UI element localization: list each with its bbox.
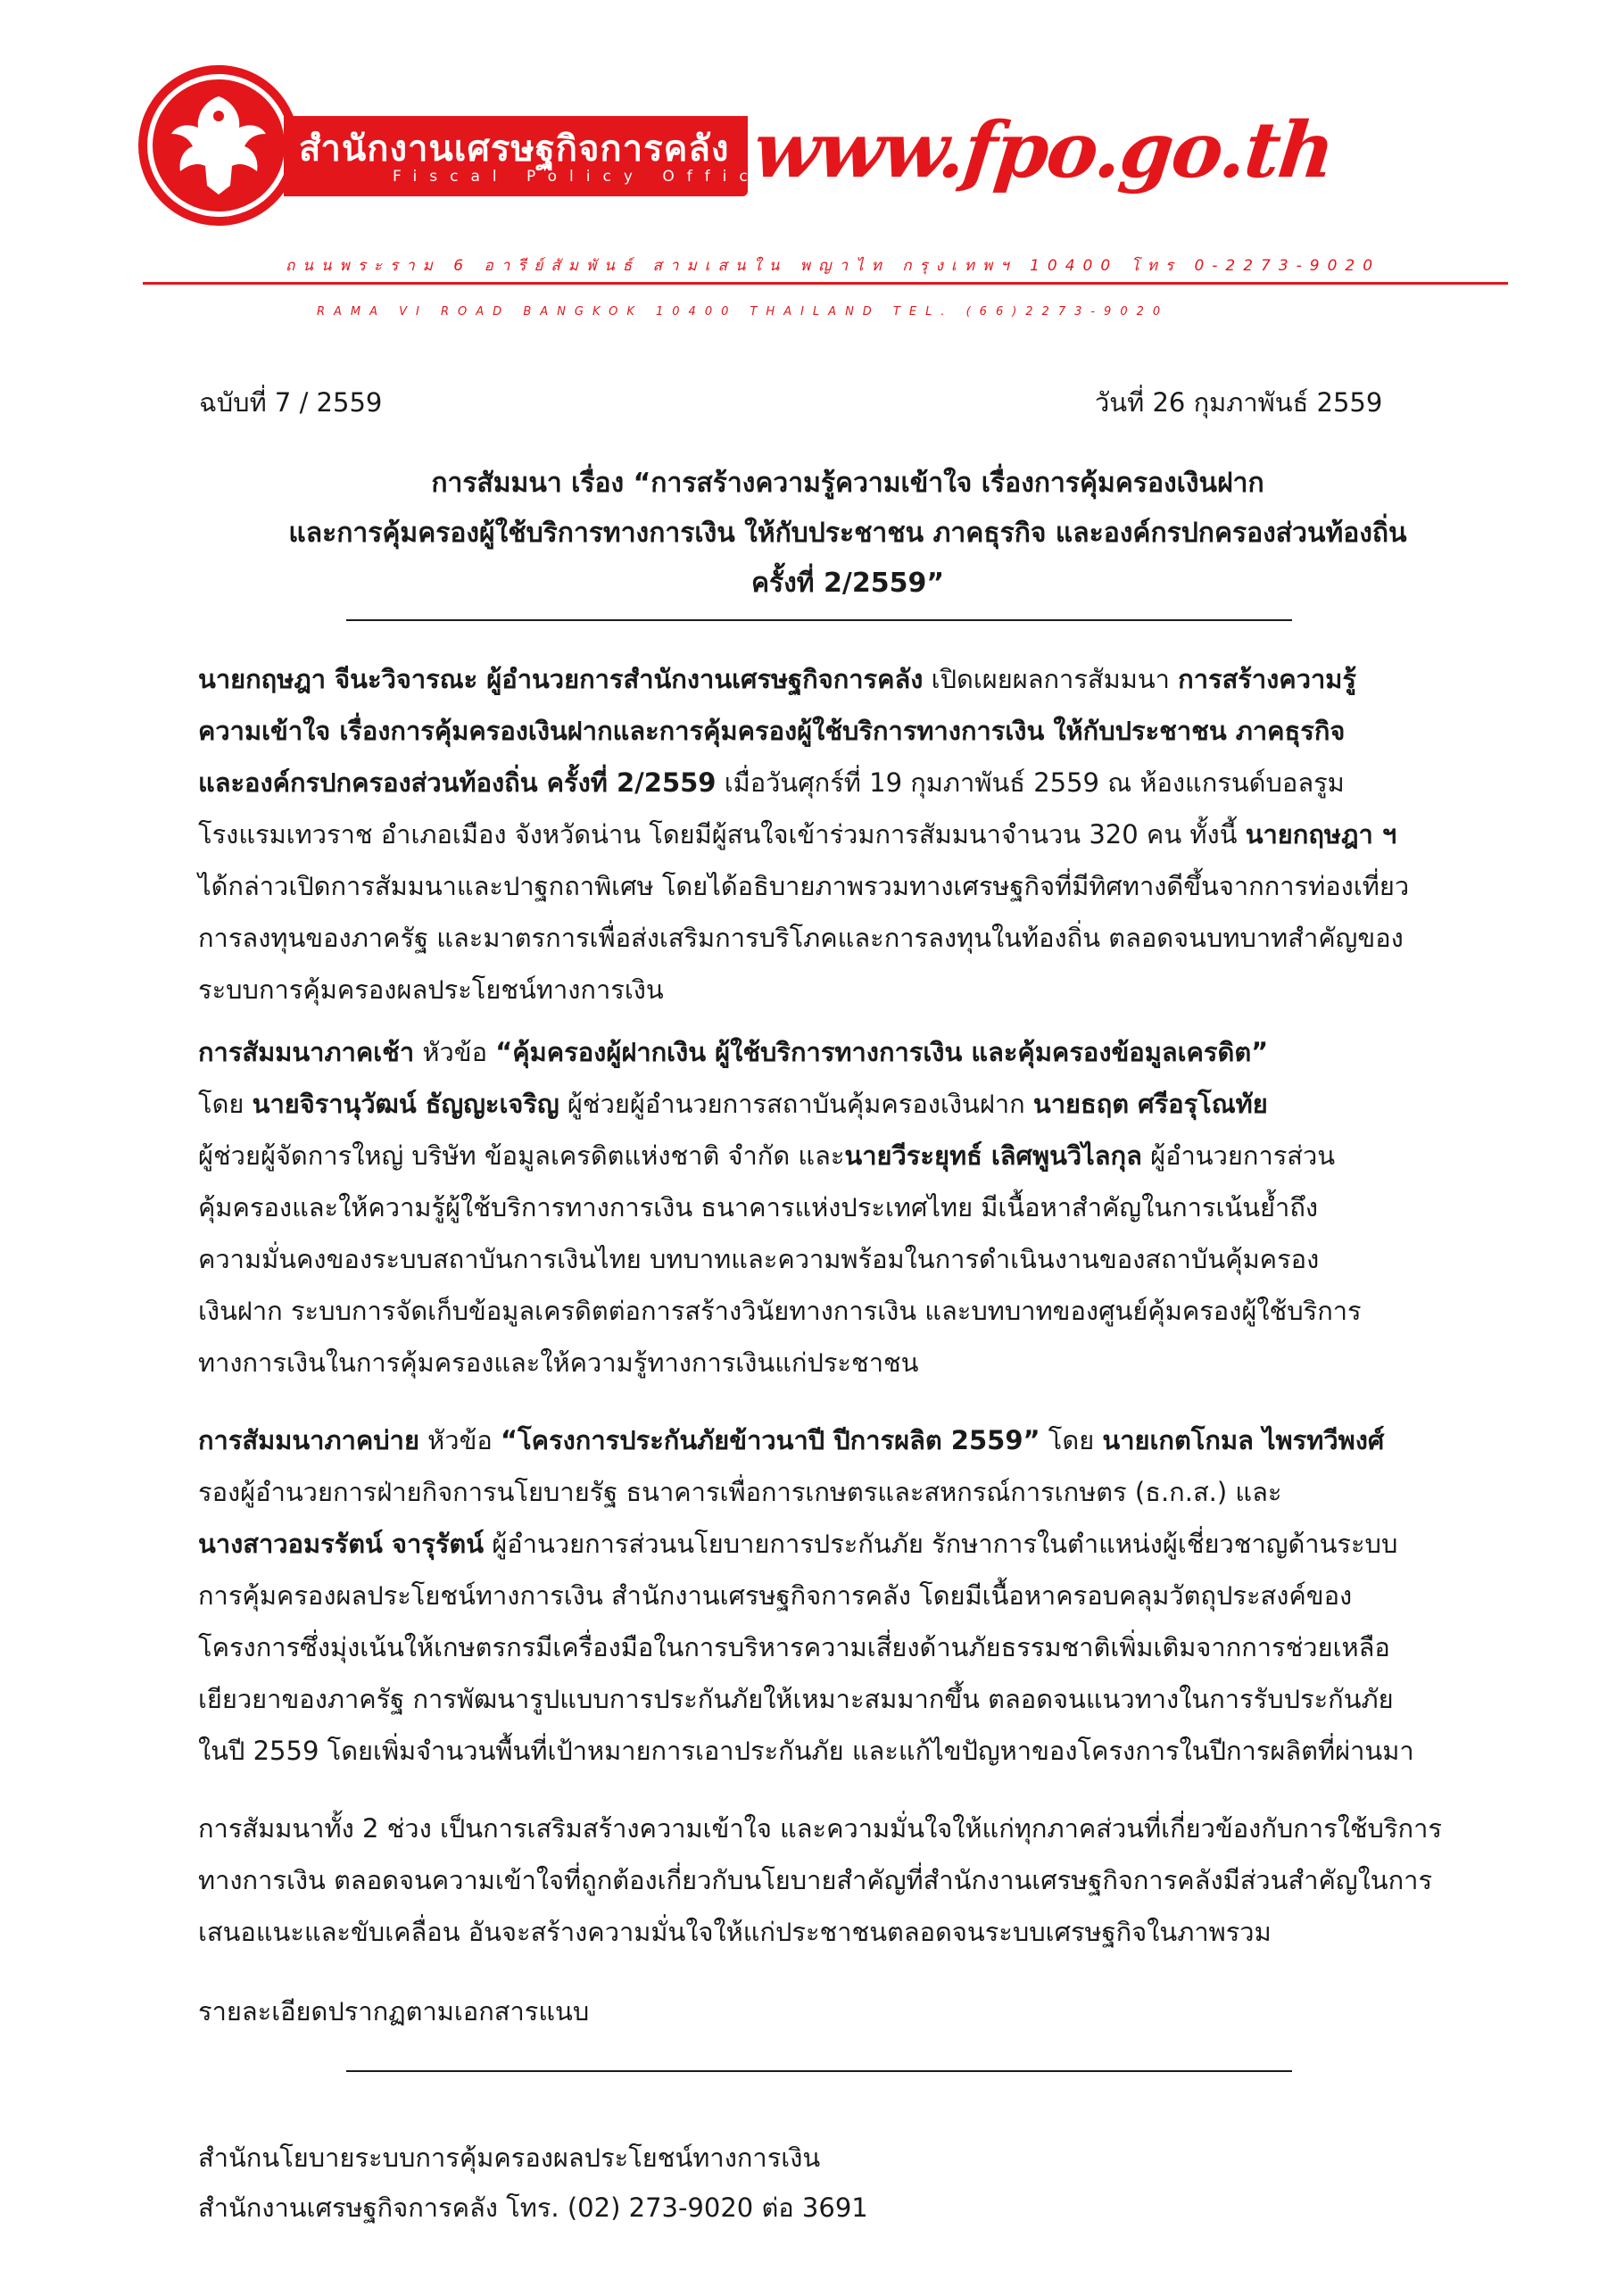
text-line: ได้กล่าวเปิดการสัมมนาและปาฐกถาพิเศษ โดยได้อธิบายภาพรวมทางเศรษฐกิจที่มีทิศทางดีขึ้นจากการท่องเที่ยว — [198, 871, 1410, 901]
text-line: ระบบการคุ้มครองผลประโยชน์ทางการเงิน — [198, 974, 664, 1005]
text-line: การลงทุนของภาครัฐ และมาตรการเพื่อส่งเสริมการบริโภคและการลงทุนในท้องถิ่น ตลอดจนบทบาทสำคัญของ — [198, 923, 1404, 953]
text-run: นายวีระยุทธ์ เลิศพูนวิไลกุล — [844, 1140, 1142, 1171]
address-english: RAMA VI ROAD BANGKOK 10400 THAILAND TEL. (66)2273-9020 — [317, 305, 1170, 319]
text-line: ทางการเงินในการคุ้มครองและให้ความรู้ทางการเงินแก่ประชาชน — [198, 1347, 919, 1378]
text-run: นายกฤษฎา ฯ — [1245, 819, 1397, 850]
org-name-english: Fiscal Policy Office — [393, 168, 783, 186]
text-line: รายละเอียดปรากฏตามเอกสารแนบ — [198, 1996, 590, 2027]
text-run: และองค์กรปกครองส่วนท้องถิ่น ครั้งที่ 2/2559 — [198, 767, 717, 798]
text-run: “โครงการประกันภัยข้าวนาปี ปีการผลิต 2559” — [501, 1425, 1040, 1455]
text-run: เมื่อวันศุกร์ที่ 19 กุมภาพันธ์ 2559 ณ ห้องแกรนด์บอลรูม — [716, 767, 1345, 798]
document-number: ฉบับที่ 7 / 2559 — [199, 387, 383, 418]
text-run: นายธฤต ศรีอรุโณทัย — [1032, 1089, 1268, 1119]
director-name: นายกฤษฎา จีนะวิจารณะ ผู้อำนวยการสำนักงานเศรษฐกิจการคลัง — [198, 664, 924, 694]
text-run: การสร้างความรู้ — [1178, 664, 1356, 694]
address-thai: ถนนพระราม 6 อารีย์สัมพันธ์ สามเสนใน พญาไท กรุงเทพฯ 10400 โทร 0-2273-9020 — [286, 257, 1381, 275]
letterhead-divider — [143, 282, 1508, 285]
text-line: การคุ้มครองผลประโยชน์ทางการเงิน สำนักงานเศรษฐกิจการคลัง โดยมีเนื้อหาครอบคลุมวัตถุประสงค์ของ — [198, 1580, 1353, 1611]
text-run: นางสาวอมรรัตน์ จารุรัตน์ — [198, 1529, 485, 1559]
text-line: คุ้มครองและให้ความรู้ผู้ใช้บริการทางการเงิน ธนาคารแห่งประเทศไทย มีเนื้อหาสำคัญในการเน้นย้ำถึง — [198, 1192, 1319, 1223]
text-run: หัวข้อ — [414, 1037, 496, 1067]
title-line: และการคุ้มครองผู้ใช้บริการทางการเงิน ให้กับประชาชน ภาคธุรกิจ และองค์กรปกครองส่วนท้องถิ่น — [288, 518, 1407, 549]
text-line: โครงการซึ่งมุ่งเน้นให้เกษตรกรมีเครื่องมือในการบริหารความเสี่ยงด้านภัยธรรมชาติเพิ่มเติมจากการช่วยเหลือ — [198, 1632, 1390, 1662]
text-line: เยียวยาของภาครัฐ การพัฒนารูปแบบการประกันภัยให้เหมาะสมมากขึ้น ตลอดจนแนวทางในการรับประกันภัย — [198, 1684, 1394, 1714]
garuda-seal-icon — [134, 61, 303, 230]
contact-footer — [198, 2133, 868, 2233]
text-run: โรงแรมเทวราช อำเภอเมือง จังหวัดน่าน โดยมีผู้สนใจเข้าร่วมการสัมมนาจำนวน 320 คน ทั้งนี้ — [198, 819, 1246, 850]
text-run: ผู้อำนวยการส่วนนโยบายการประกันภัย รักษาการในตำแหน่งผู้เชี่ยวชาญด้านระบบ — [484, 1529, 1398, 1559]
text-line: ทางการเงิน ตลอดจนความเข้าใจที่ถูกต้องเกี่ยวกับนโยบายสำคัญที่สำนักงานเศรษฐกิจการคลังมีส่วนสำคัญในการ — [198, 1865, 1433, 1895]
document-title — [205, 459, 1490, 609]
website-url: www.fpo.go.th — [749, 105, 1338, 195]
text-run: เปิดเผยผลการสัมมนา — [923, 664, 1179, 694]
title-divider — [346, 619, 1292, 621]
title-line: การสัมมนา เรื่อง “การสร้างความรู้ความเข้าใจ เรื่องการคุ้มครองเงินฝาก — [431, 468, 1264, 499]
paragraph-attachment-note — [198, 1985, 589, 2037]
text-line: เสนอแนะและขับเคลื่อน อันจะสร้างความมั่นใจให้แก่ประชาชนตลอดจนระบบเศรษฐกิจในภาพรวม — [198, 1917, 1272, 1947]
text-run: การสัมมนาภาคบ่าย — [198, 1425, 419, 1455]
footer-line: สำนักงานเศรษฐกิจการคลัง โทร. (02) 273-9020 ต่อ 3691 — [198, 2192, 868, 2223]
text-line: ความมั่นคงของระบบสถาบันการเงินไทย บทบาทและความพร้อมในการดำเนินงานของสถาบันคุ้มครอง — [198, 1244, 1320, 1274]
text-line: เงินฝาก ระบบการจัดเก็บข้อมูลเครดิตต่อการสร้างวินัยทางการเงิน และบทบาทของศูนย์คุ้มครองผู้ใช้บริการ — [198, 1296, 1362, 1326]
text-run: “คุ้มครองผู้ฝากเงิน ผู้ใช้บริการทางการเงิน และคุ้มครองข้อมูลเครดิต” — [495, 1037, 1269, 1067]
text-line: ในปี 2559 โดยเพิ่มจำนวนพื้นที่เป้าหมายการเอาประกันภัย และแก้ไขปัญหาของโครงการในปีการผลิตที่ผ่านมา — [198, 1736, 1414, 1766]
paragraph-summary — [198, 1803, 1442, 1958]
footer-divider — [346, 2070, 1292, 2072]
text-run: นายจิรานุวัฒน์ ธัญญะเจริญ — [252, 1089, 559, 1119]
text-run: ผู้อำนวยการส่วน — [1141, 1140, 1336, 1171]
text-run: ผู้ช่วยผู้อำนวยการสถาบันคุ้มครองเงินฝาก — [559, 1089, 1033, 1119]
title-line: ครั้งที่ 2/2559” — [750, 568, 945, 599]
document-date: วันที่ 26 กุมภาพันธ์ 2559 — [1095, 387, 1383, 418]
paragraph-afternoon-session — [198, 1414, 1414, 1777]
text-line: ความเข้าใจ เรื่องการคุ้มครองเงินฝากและการคุ้มครองผู้ใช้บริการทางการเงิน ให้กับประชาชน ภาคธุรกิจ — [198, 716, 1346, 746]
paragraph-morning-session — [198, 1026, 1362, 1388]
text-line: การสัมมนาทั้ง 2 ช่วง เป็นการเสริมสร้างความเข้าใจ และความมั่นใจให้แก่ทุกภาคส่วนที่เกี่ยวข้องกับการใช้บริการ — [198, 1813, 1442, 1844]
paragraph-intro — [198, 653, 1409, 1015]
footer-line: สำนักนโยบายระบบการคุ้มครองผลประโยชน์ทางการเงิน — [198, 2143, 821, 2173]
text-run: โดย — [1040, 1425, 1103, 1455]
text-run: ผู้ช่วยผู้จัดการใหญ่ บริษัท ข้อมูลเครดิตแห่งชาติ จำกัด และ — [198, 1140, 845, 1171]
org-name-thai: สำนักงานเศรษฐกิจการคลัง — [299, 128, 730, 170]
text-run: โดย — [198, 1089, 253, 1119]
text-run: การสัมมนาภาคเช้า — [198, 1037, 415, 1067]
text-run: หัวข้อ — [418, 1425, 501, 1455]
text-line: รองผู้อำนวยการฝ่ายกิจการนโยบายรัฐ ธนาคารเพื่อการเกษตรและสหกรณ์การเกษตร (ธ.ก.ส.) และ — [198, 1477, 1282, 1507]
text-run: นายเกตโกมล ไพรทวีพงศ์ — [1102, 1425, 1385, 1455]
